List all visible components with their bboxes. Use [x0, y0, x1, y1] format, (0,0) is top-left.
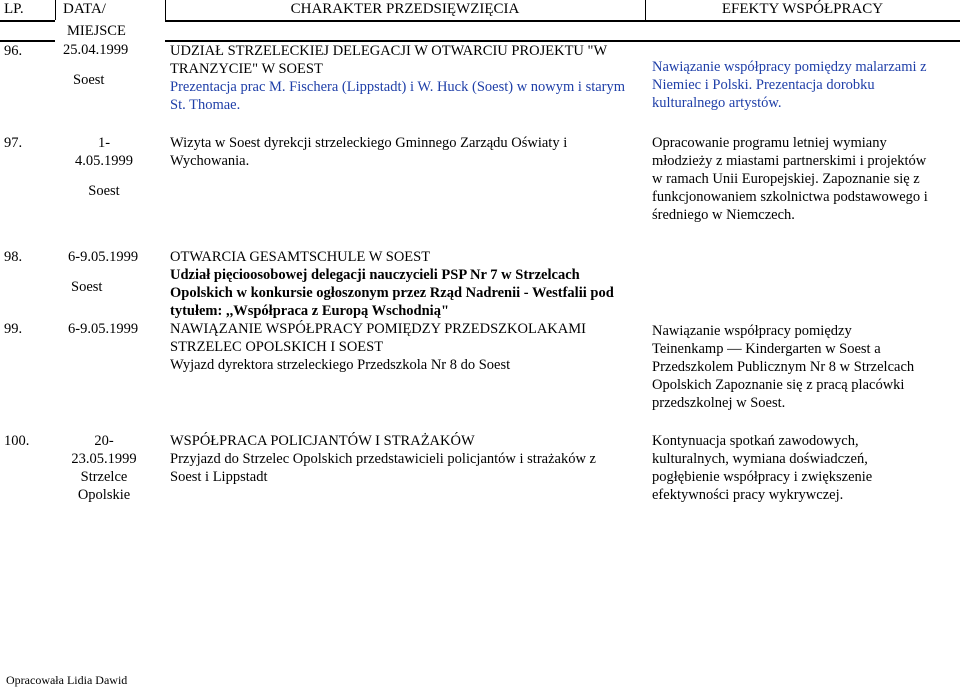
- row-96-effects: Nawiązanie współpracy pomiędzy malarzami z Niemiec i Polski. Prezentacja dorobku kulturalnego artystów.: [652, 59, 927, 111]
- row-98-date: [32, 248, 162, 296]
- row-96-date-value: 25.04.1999: [63, 42, 129, 58]
- row-97-place: Soest: [88, 183, 120, 199]
- header-character-label: CHARAKTER PRZEDSIĘWZIĘCIA: [290, 1, 520, 17]
- col-divider-1: [55, 0, 56, 20]
- row-100-title: WSPÓŁPRACA POLICJANTÓW I STRAŻAKÓW: [170, 433, 475, 449]
- header-rule-right: [165, 20, 960, 22]
- row-98-title: OTWARCIA GESAMTSCHULE W SOEST: [170, 249, 431, 265]
- row-98-date-value: 6-9.05.1999: [68, 249, 139, 265]
- row-97-date: [59, 134, 149, 200]
- row-97-character: [170, 134, 630, 170]
- row-99-desc: Wyjazd dyrektora strzeleckiego Przedszkola Nr 8 do Soest: [170, 357, 511, 373]
- row-100-date: [59, 432, 149, 504]
- header-date-line1: DATA/: [63, 1, 106, 17]
- row-100-effects: Kontynuacja spotkań zawodowych, kulturalnych, wymiana doświadczeń, pogłębienie współpracy i zwiększenie efektywności pracy wykrywczej.: [652, 433, 873, 503]
- header-date-line2: MIEJSCE: [67, 23, 126, 39]
- row-100-date-a: 20-: [94, 433, 114, 449]
- row-97-num: 97.: [4, 135, 23, 151]
- header-rule-left: [0, 20, 55, 22]
- row-97-date-b: 4.05.1999: [75, 153, 133, 169]
- row-100-place-b: Opolskie: [77, 487, 131, 503]
- row-98-character: [170, 248, 640, 320]
- row-97-effects: Opracowanie programu letniej wymiany młodzieży z miastami partnerskimi i projektów w ramach Unii Europejskiej. Zapoznanie się z funkcjonowaniem szkolnictwa podstawowego i średniego w Niemczech.: [652, 135, 928, 223]
- col-divider-3: [645, 0, 646, 20]
- row-100-desc: Przyjazd do Strzelec Opolskich przedstawicieli policjantów i strażaków z Soest i Lippstadt: [170, 451, 596, 485]
- row-96-date: [59, 22, 163, 89]
- row-100-num: 100.: [4, 433, 30, 449]
- row-100-character: [170, 432, 610, 486]
- row-96-num: 96.: [4, 43, 23, 59]
- row-99-num: 99.: [4, 321, 23, 337]
- row-98-num: 98.: [4, 249, 23, 265]
- row-98-desc: Udział pięcioosobowej delegacji nauczycieli PSP Nr 7 w Strzelcach Opolskich w konkursie ogłoszonym przez Rząd Nadrenii - Westfalii pod tytułem: ,,Współpraca z Europą Wschodnią": [170, 267, 614, 319]
- row-99-character: [170, 320, 640, 374]
- row-100-place-a: Strzelce: [80, 469, 128, 485]
- row-97-date-a: 1-: [97, 135, 111, 151]
- row-96-place: Soest: [73, 72, 105, 88]
- row-96-title: UDZIAŁ STRZELECKIEJ DELEGACJI W OTWARCIU PROJEKTU "W TRANZYCIE" W SOEST: [170, 43, 607, 77]
- header-lp-label: LP.: [4, 1, 24, 17]
- row-99-effects: Nawiązanie współpracy pomiędzy Teinenkamp — Kindergarten w Soest a Przedszkolem Publicznym Nr 8 w Strzelcach Opolskich Zapoznanie się z pracą placówki przedszkolnej w Soest.: [652, 323, 915, 411]
- row-97-desc: Wizyta w Soest dyrekcji strzeleckiego Gminnego Zarządu Oświaty i Wychowania.: [170, 135, 568, 169]
- row-96-desc: Prezentacja prac M. Fischera (Lippstadt) i W. Huck (Soest) w nowym i starym St. Thomae.: [170, 79, 626, 113]
- row-99-date: [32, 320, 162, 338]
- row-99-title: NAWIĄZANIE WSPÓŁPRACY POMIĘDZY PRZEDSZKOLAKAMI STRZELEC OPOLSKICH I SOEST: [170, 321, 586, 355]
- col-divider-2: [165, 0, 166, 20]
- row-96-character: [170, 42, 630, 114]
- row-98-place: Soest: [71, 279, 103, 295]
- header-effects-label: EFEKTY WSPÓŁPRACY: [721, 1, 884, 17]
- row-99-date-value: 6-9.05.1999: [68, 321, 139, 337]
- row-100-date-b: 23.05.1999: [71, 451, 137, 467]
- footer-author: Opracowała Lidia Dawid: [6, 673, 128, 687]
